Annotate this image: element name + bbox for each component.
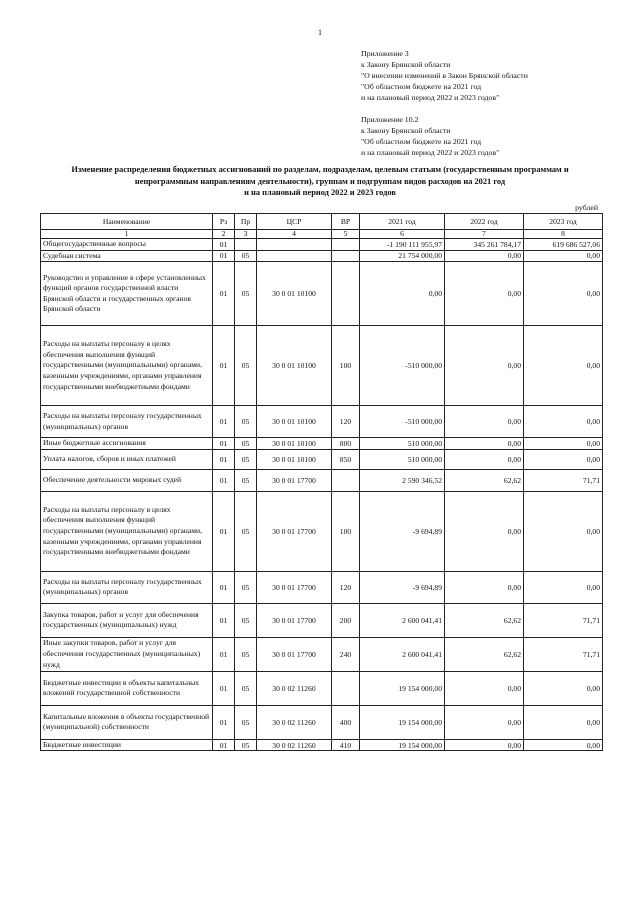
row-rz: 01 <box>213 671 235 705</box>
column-number-row <box>41 230 603 239</box>
col-number: 6 <box>360 230 445 239</box>
appendix-line: Приложение 3 <box>361 49 409 58</box>
row-amount-2022: 62,62 <box>445 469 524 491</box>
appendix-line: "Об областном бюджете на 2021 год <box>361 137 482 146</box>
table-row <box>41 705 603 739</box>
row-amount-2023: 0,00 <box>524 406 603 438</box>
row-amount-2023: 71,71 <box>524 637 603 671</box>
table-row <box>41 239 603 251</box>
row-amount-2023: 0,00 <box>524 250 603 262</box>
row-csr: 30 0 01 17700 <box>257 491 332 571</box>
row-rz: 01 <box>213 449 235 469</box>
row-amount-2021: 2 600 041,41 <box>360 637 445 671</box>
row-vr: 410 <box>332 739 360 751</box>
row-amount-2023: 0,00 <box>524 491 603 571</box>
row-csr: 30 0 02 11260 <box>257 671 332 705</box>
row-amount-2023: 71,71 <box>524 603 603 637</box>
row-rz: 01 <box>213 469 235 491</box>
table-row <box>41 250 603 262</box>
row-vr: 400 <box>332 705 360 739</box>
header-rz: Рз <box>213 214 235 230</box>
row-csr: 30 0 01 10100 <box>257 326 332 406</box>
row-pr: 05 <box>235 491 257 571</box>
table-row <box>41 571 603 603</box>
header-pr: Пр <box>235 214 257 230</box>
appendix-line: "О внесении изменений в Закон Брянской области <box>361 71 528 80</box>
row-amount-2022: 0,00 <box>445 491 524 571</box>
row-amount-2022: 345 261 784,17 <box>445 239 524 251</box>
row-amount-2021: -1 190 111 955,97 <box>360 239 445 251</box>
row-name: Бюджетные инвестиции <box>41 739 213 751</box>
header-2022: 2022 год <box>445 214 524 230</box>
row-amount-2022: 0,00 <box>445 438 524 450</box>
row-amount-2022: 0,00 <box>445 262 524 326</box>
row-name: Расходы на выплаты персоналу государственных (муниципальных) органов <box>41 571 213 603</box>
row-csr: 30 0 01 17700 <box>257 637 332 671</box>
row-name: Иные закупки товаров, работ и услуг для обеспечения государственных (муниципальных) нужд <box>41 637 213 671</box>
table-row <box>41 262 603 326</box>
row-rz: 01 <box>213 438 235 450</box>
row-vr <box>332 469 360 491</box>
row-csr: 30 0 01 10100 <box>257 262 332 326</box>
row-name: Обеспечение деятельности мировых судей <box>41 469 213 491</box>
row-amount-2021: 19 154 000,00 <box>360 705 445 739</box>
col-number: 4 <box>257 230 332 239</box>
appendix-line: к Закону Брянской области <box>361 126 451 135</box>
appendix-10-2-block <box>361 114 631 158</box>
row-pr: 05 <box>235 739 257 751</box>
header-csr: ЦСР <box>257 214 332 230</box>
row-rz: 01 <box>213 250 235 262</box>
row-csr: 30 0 01 10100 <box>257 406 332 438</box>
col-number: 8 <box>524 230 603 239</box>
row-pr: 05 <box>235 671 257 705</box>
row-amount-2023: 0,00 <box>524 671 603 705</box>
row-amount-2022: 0,00 <box>445 571 524 603</box>
row-name: Капитальные вложения в объекты государственной (муниципальной) собственности <box>41 705 213 739</box>
row-csr: 30 0 01 17700 <box>257 571 332 603</box>
appendix-line: "Об областном бюджете на 2021 год <box>361 82 482 91</box>
header-vr: ВР <box>332 214 360 230</box>
row-pr: 05 <box>235 449 257 469</box>
row-csr: 30 0 01 17700 <box>257 603 332 637</box>
row-name: Руководство и управление в сфере установленных функций органов государственной власти Брянской области и государственных органов Брянской области <box>41 262 213 326</box>
row-amount-2021: 510 000,00 <box>360 449 445 469</box>
header-2021: 2021 год <box>360 214 445 230</box>
row-pr: 05 <box>235 326 257 406</box>
row-csr <box>257 250 332 262</box>
row-name: Закупка товаров, работ и услуг для обеспечения государственных (муниципальных) нужд <box>41 603 213 637</box>
row-vr: 800 <box>332 438 360 450</box>
row-amount-2021: 21 754 000,00 <box>360 250 445 262</box>
header-name: Наименование <box>41 214 213 230</box>
appendix-3-block <box>361 48 631 103</box>
row-amount-2022: 62,62 <box>445 603 524 637</box>
row-pr: 05 <box>235 469 257 491</box>
row-amount-2021: 510 000,00 <box>360 438 445 450</box>
appendix-line: и на плановый период 2022 и 2023 годов" <box>361 93 500 102</box>
row-csr: 30 0 01 10100 <box>257 449 332 469</box>
row-name: Иные бюджетные ассигнования <box>41 438 213 450</box>
row-name: Расходы на выплаты персоналу государственных (муниципальных) органов <box>41 406 213 438</box>
row-pr: 05 <box>235 637 257 671</box>
row-amount-2023: 0,00 <box>524 705 603 739</box>
row-amount-2023: 619 686 527,06 <box>524 239 603 251</box>
row-amount-2022: 0,00 <box>445 671 524 705</box>
table-row <box>41 438 603 450</box>
row-rz: 01 <box>213 491 235 571</box>
row-rz: 01 <box>213 739 235 751</box>
row-vr <box>332 262 360 326</box>
row-name: Уплата налогов, сборов и иных платежей <box>41 449 213 469</box>
row-pr: 05 <box>235 262 257 326</box>
header-2023: 2023 год <box>524 214 603 230</box>
row-amount-2022: 0,00 <box>445 449 524 469</box>
row-amount-2023: 0,00 <box>524 739 603 751</box>
col-number: 3 <box>235 230 257 239</box>
row-amount-2023: 71,71 <box>524 469 603 491</box>
table-row <box>41 637 603 671</box>
appendix-line: Приложение 10.2 <box>361 115 419 124</box>
row-vr: 100 <box>332 491 360 571</box>
col-number: 2 <box>213 230 235 239</box>
row-amount-2023: 0,00 <box>524 262 603 326</box>
row-amount-2022: 62,62 <box>445 637 524 671</box>
row-rz: 01 <box>213 603 235 637</box>
table-row <box>41 739 603 751</box>
row-rz: 01 <box>213 406 235 438</box>
row-vr: 200 <box>332 603 360 637</box>
row-vr: 120 <box>332 406 360 438</box>
row-amount-2021: 2 590 346,52 <box>360 469 445 491</box>
row-amount-2021: 2 600 041,41 <box>360 603 445 637</box>
budget-table <box>40 213 603 751</box>
row-pr: 05 <box>235 705 257 739</box>
row-amount-2021: -9 694,89 <box>360 571 445 603</box>
title-line: Изменение распределения бюджетных ассигнований по разделам, подразделам, целевым статьям (государственным программам и <box>71 165 569 174</box>
row-csr <box>257 239 332 251</box>
row-rz: 01 <box>213 262 235 326</box>
table-row <box>41 491 603 571</box>
row-vr: 120 <box>332 571 360 603</box>
row-name: Судебная система <box>41 250 213 262</box>
row-name: Бюджетные инвестиции в объекты капитальных вложений государственной собственности <box>41 671 213 705</box>
col-number: 7 <box>445 230 524 239</box>
title-line: и на плановый период 2022 и 2023 годов <box>244 188 396 197</box>
row-pr: 05 <box>235 250 257 262</box>
row-csr: 30 0 01 10100 <box>257 438 332 450</box>
row-amount-2022: 0,00 <box>445 705 524 739</box>
row-csr: 30 0 02 11260 <box>257 705 332 739</box>
title-line: непрограммным направлениям деятельности), группам и подгруппам видов расходов на 2021 год <box>134 176 506 186</box>
currency-unit: рублей <box>575 203 598 212</box>
row-name: Расходы на выплаты персоналу в целях обеспечения выполнения функций государственными (муниципальными) органами, казенными учреждениями, органами управления государственными внебюджетными фондами <box>41 326 213 406</box>
appendix-line: и на плановый период 2022 и 2023 годов" <box>361 148 500 157</box>
row-pr: 05 <box>235 406 257 438</box>
row-vr <box>332 671 360 705</box>
row-vr: 100 <box>332 326 360 406</box>
row-amount-2022: 0,00 <box>445 250 524 262</box>
row-rz: 01 <box>213 326 235 406</box>
col-number: 1 <box>41 230 213 239</box>
table-row <box>41 469 603 491</box>
row-vr: 240 <box>332 637 360 671</box>
row-name: Общегосударственные вопросы <box>41 239 213 251</box>
row-amount-2021: 19 154 000,00 <box>360 671 445 705</box>
row-amount-2023: 0,00 <box>524 326 603 406</box>
row-csr: 30 0 01 17700 <box>257 469 332 491</box>
col-number: 5 <box>332 230 360 239</box>
table-row <box>41 326 603 406</box>
row-rz: 01 <box>213 705 235 739</box>
row-csr: 30 0 02 11260 <box>257 739 332 751</box>
row-amount-2023: 0,00 <box>524 438 603 450</box>
row-rz: 01 <box>213 637 235 671</box>
row-amount-2022: 0,00 <box>445 406 524 438</box>
row-amount-2021: -9 694,89 <box>360 491 445 571</box>
appendix-line: к Закону Брянской области <box>361 60 451 69</box>
row-amount-2023: 0,00 <box>524 449 603 469</box>
table-row <box>41 406 603 438</box>
table-row <box>41 671 603 705</box>
row-vr <box>332 239 360 251</box>
row-amount-2022: 0,00 <box>445 326 524 406</box>
row-amount-2021: -510 000,00 <box>360 406 445 438</box>
row-rz: 01 <box>213 571 235 603</box>
row-amount-2021: 19 154 000,00 <box>360 739 445 751</box>
document-title <box>40 164 600 199</box>
row-amount-2022: 0,00 <box>445 739 524 751</box>
row-amount-2021: -510 000,00 <box>360 326 445 406</box>
row-pr: 05 <box>235 603 257 637</box>
row-pr: 05 <box>235 438 257 450</box>
row-vr <box>332 250 360 262</box>
row-amount-2023: 0,00 <box>524 571 603 603</box>
row-pr: 05 <box>235 571 257 603</box>
table-header-row <box>41 214 603 230</box>
row-pr <box>235 239 257 251</box>
page-number: 1 <box>318 28 322 37</box>
row-amount-2021: 0,00 <box>360 262 445 326</box>
table-row <box>41 449 603 469</box>
row-name: Расходы на выплаты персоналу в целях обеспечения выполнения функций государственными (муниципальными) органами, казенными учреждениями, органами управления государственными внебюджетными фондами <box>41 491 213 571</box>
row-vr: 850 <box>332 449 360 469</box>
row-rz: 01 <box>213 239 235 251</box>
table-row <box>41 603 603 637</box>
